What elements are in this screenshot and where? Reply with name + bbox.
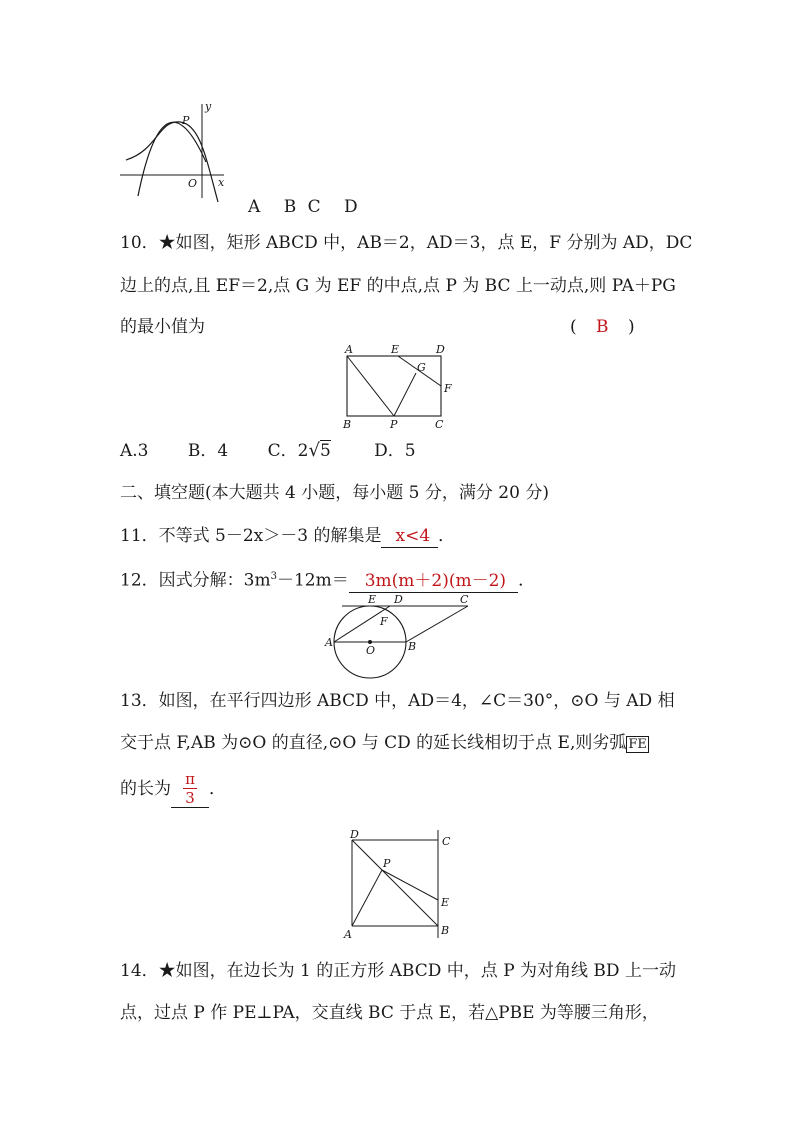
label-x: x (218, 176, 225, 189)
label-D: D (394, 593, 403, 606)
q10-answer: B (596, 317, 609, 337)
q13-circle-figure (322, 592, 472, 682)
seg-bc (406, 606, 468, 642)
q14-square-figure (340, 826, 460, 942)
seg-ap (347, 356, 394, 416)
option-a: A.3 (120, 441, 149, 461)
q10-rectangle-figure (336, 342, 460, 430)
q13-line2: 交于点 F,AB 为⊙O 的直径,⊙O 与 CD 的延长线相切于点 E,则劣弧 FE (120, 733, 647, 753)
sqrt-icon: √ (308, 440, 320, 461)
q12-answer-blank (349, 570, 518, 593)
paren-open: ( (570, 317, 577, 337)
label-P: P (182, 114, 190, 127)
label-C: C (460, 593, 469, 606)
q10-line2: 边上的点,且 EF＝2,点 G 为 EF 的中点,点 P 为 BC 上一动点,则 PA＋PG (120, 276, 676, 296)
label-P: P (383, 857, 391, 870)
q10-answer-paren (570, 316, 635, 338)
fraction-denominator: 3 (185, 789, 195, 807)
label-E: E (391, 343, 400, 356)
seg-pg (394, 373, 416, 416)
label-B: B (408, 640, 417, 653)
label-O: O (188, 177, 198, 190)
option-b: B．4 (187, 441, 229, 461)
q9-graph-figure (118, 98, 230, 204)
label-B: B (343, 418, 352, 430)
label-E: E (368, 593, 377, 606)
label-C: C (435, 418, 444, 430)
choice-c: C (307, 197, 321, 217)
label-A: A (345, 343, 353, 356)
choice-b: B (283, 197, 297, 217)
q10-line3: 的最小值为 (120, 317, 205, 337)
q12-answer: 3m(m＋2)(m－2) (364, 570, 507, 591)
choice-a: A (248, 197, 261, 217)
label-G: G (417, 361, 426, 374)
q11-answer: x<4 (395, 526, 431, 546)
label-A: A (325, 636, 333, 649)
rect-abcd (347, 356, 441, 416)
label-O: O (366, 644, 376, 657)
q13-line3: 的长为 $\frac{\pi}{3}$ ． (120, 770, 226, 807)
q14-line2: 点，过点 P 作 PE⊥PA，交直线 BC 于点 E，若△PBE 为等腰三角形， (120, 1003, 659, 1023)
q13-answer-fraction (183, 770, 197, 807)
seg-pa (352, 870, 382, 926)
q11: 11．不等式 5－2x＞－3 的解集是 x<4 ． (120, 526, 456, 546)
q10-line1: 10．★如图，矩形 ABCD 中，AB＝2，AD＝3，点 E，F 分别为 AD，DC (120, 233, 693, 253)
option-d: D．5 (374, 441, 416, 461)
label-F: F (380, 615, 388, 628)
label-F: F (444, 382, 452, 395)
option-c: C．2√5 (267, 440, 331, 461)
choice-d: D (344, 197, 358, 217)
section-heading: 二、填空题(本大题共 4 小题，每小题 5 分，满分 20 分) (120, 483, 549, 503)
label-P: P (390, 418, 398, 430)
label-B: B (441, 924, 450, 937)
arc-fe: FE (628, 737, 647, 752)
label-y: y (205, 100, 212, 113)
seg-pe (382, 870, 438, 900)
label-D: D (436, 343, 445, 356)
q14-line1: 14．★如图，在边长为 1 的正方形 ABCD 中，点 P 为对角线 BD 上一动 (120, 961, 676, 981)
q9-choices (248, 196, 358, 218)
q11-answer-blank (381, 525, 438, 548)
q13-answer-blank (171, 770, 209, 808)
q10-options (120, 440, 416, 462)
fraction-numerator: π (185, 770, 195, 788)
q12: 12．因式分解：$3m^3-12m= 3m(m+2)(m-2)$ ． (120, 570, 536, 591)
label-D: D (350, 828, 359, 841)
diagonal-bd (352, 840, 438, 926)
paren-close: ) (627, 317, 635, 337)
radicand: 5 (319, 441, 331, 461)
q13-line1: 13．如图，在平行四边形 ABCD 中，AD＝4，∠C＝30°，⊙O 与 AD 相 (120, 691, 675, 711)
label-C: C (442, 835, 451, 848)
label-E: E (441, 896, 450, 909)
label-A: A (344, 928, 352, 941)
